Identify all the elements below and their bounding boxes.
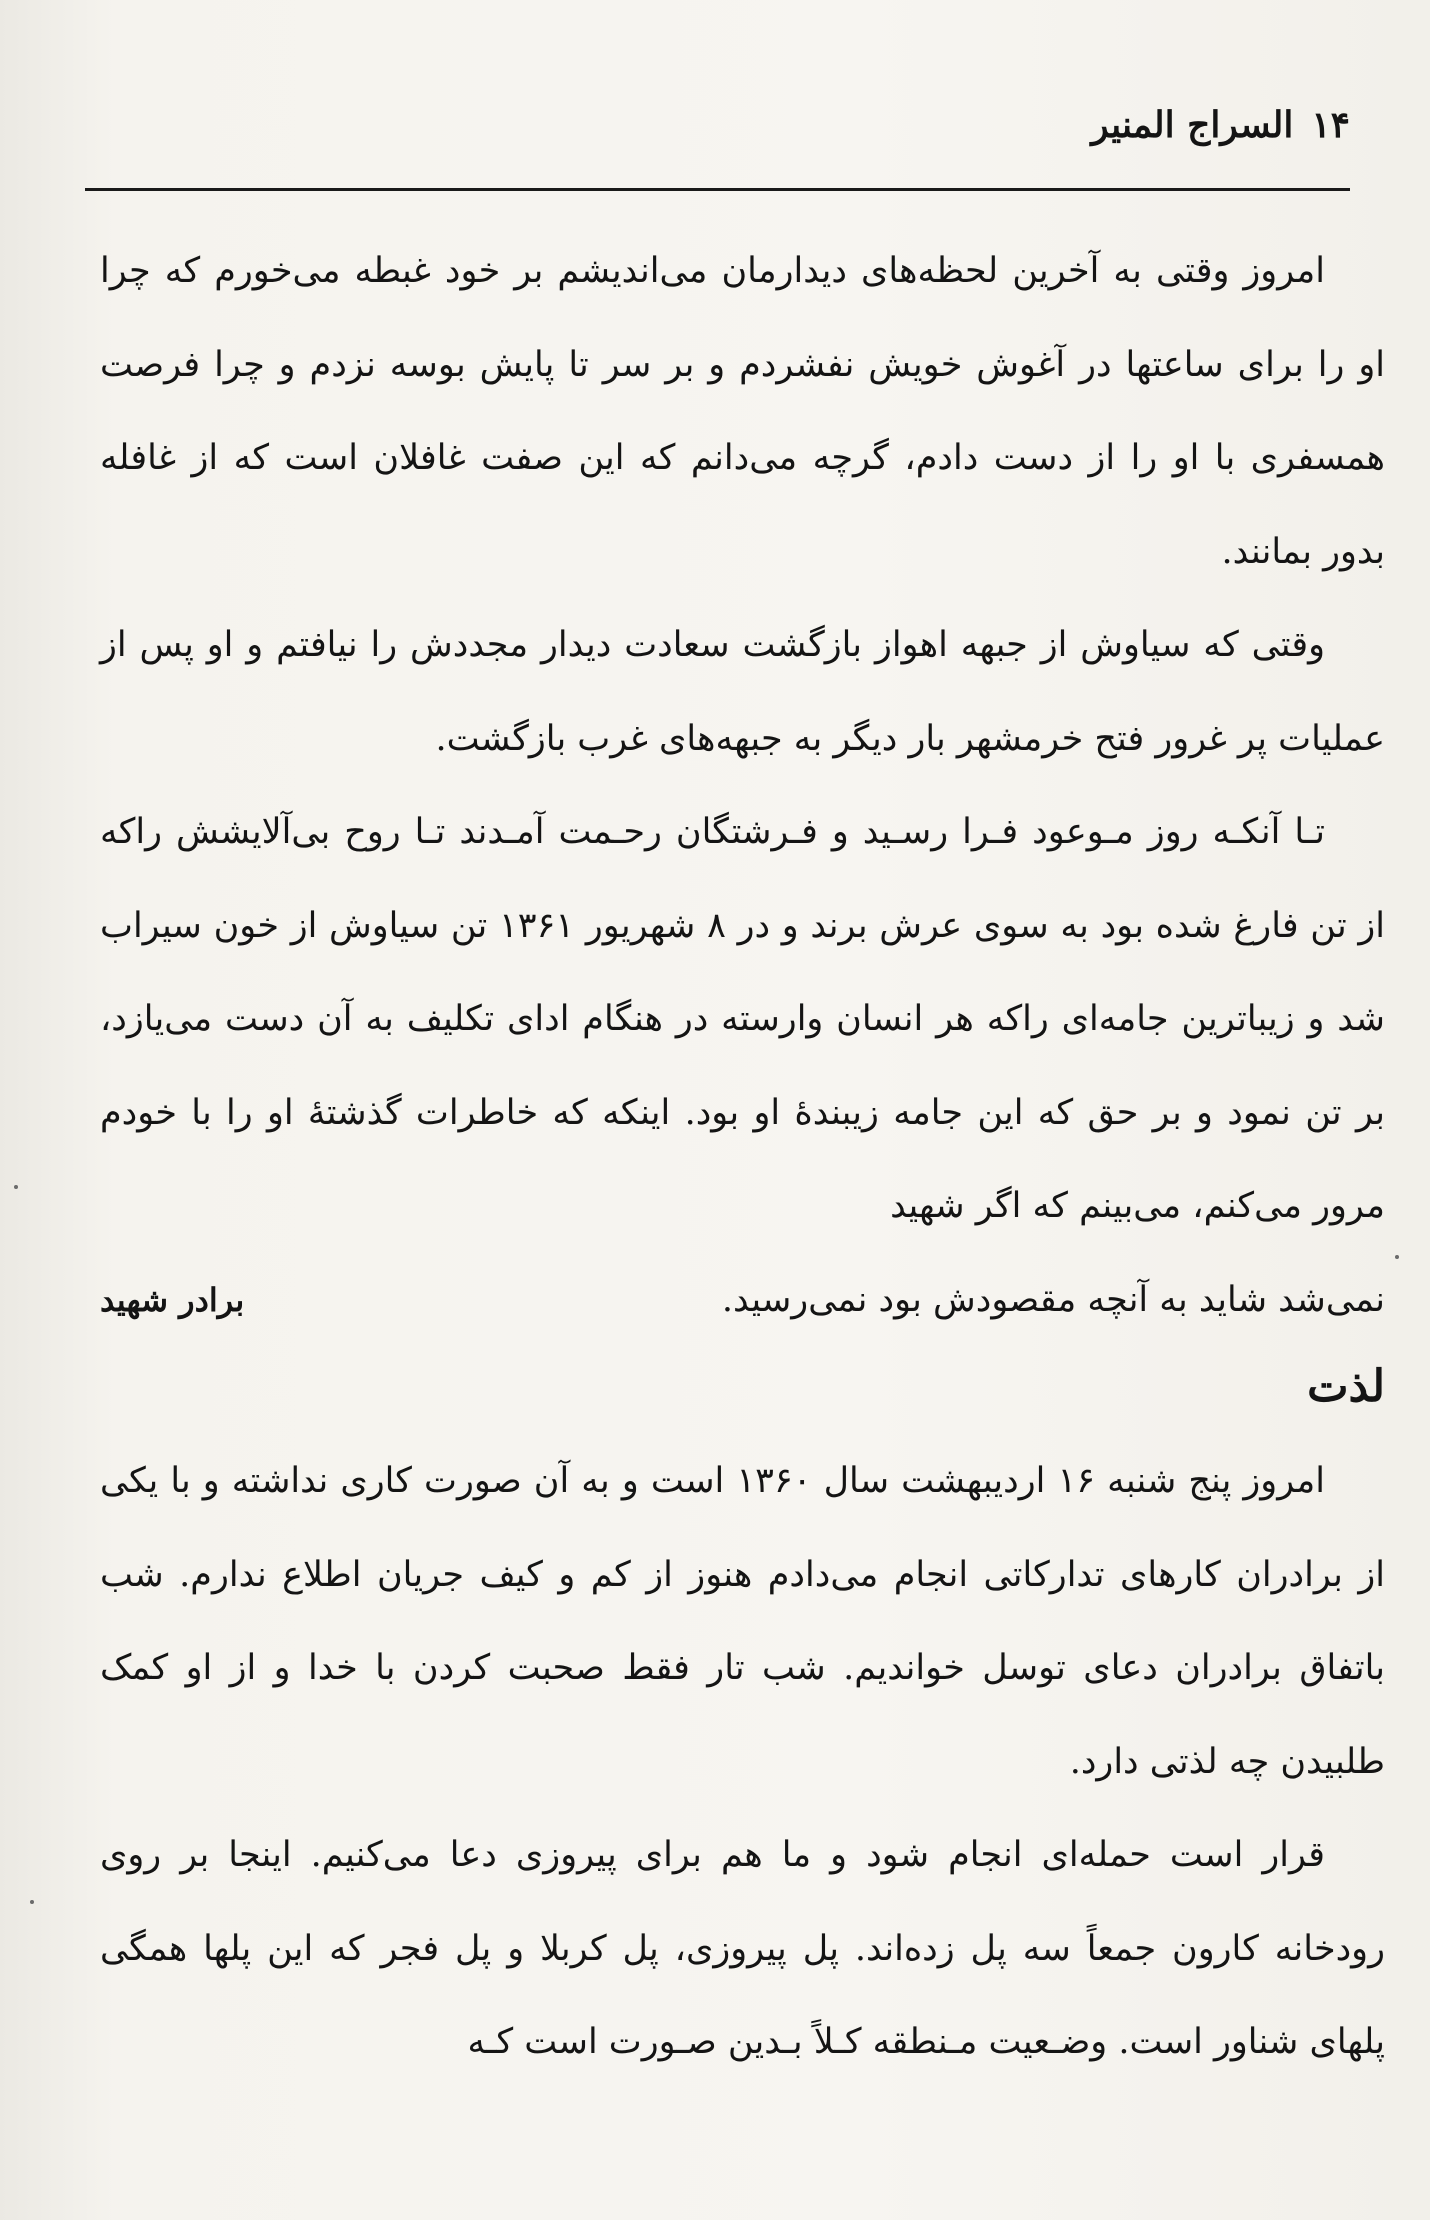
section-paragraph-1: امروز پنج شنبه ۱۶ اردیبهشت سال ۱۳۶۰ است و به آن صورت کاری نداشته و با یکی از برادران کارهای تدارکاتی انجام می‌دادم هنوز از کم و کیف جریان اطلاع ندارم. شب باتفاق برادران دعای توسل خواندیم. شب تار فقط صحبت کردن با خدا و از او کمک طلبیدن چه لذتی دارد. — [100, 1461, 1385, 1782]
running-title: السراج المنیر — [1091, 104, 1294, 146]
margin-speck — [1395, 1255, 1399, 1259]
header-rule — [85, 188, 1350, 191]
margin-speck — [14, 1185, 18, 1189]
section-title: لذت — [1307, 1361, 1385, 1412]
paragraph-3: تـا آنکـه روز مـوعود فـرا رسـيد و فـرشتگان رحـمت آمـدند تـا روح بی‌آلایشش راکه از تن فارغ شده بود به سوی عرش برند و در ۸ شهریور ۱۳۶۱ تن سیاوش از خون سیراب شد و زیباترین جامه‌ای راکه هر انسان وارسته در هنگام ادای تکلیف به آن دست می‌یازد، بر تن نمود و بر حق که این جامه زیبندهٔ او بود. اینکه که خاطرات گذشتهٔ او را با خودم مرور می‌کنم، می‌بینم که اگر شهید — [100, 812, 1386, 1226]
page-header — [650, 95, 1350, 155]
body-text — [100, 225, 1385, 2090]
paragraph-1: امروز وقتی به آخرین لحظه‌های دیدارمان می‌اندیشم بر خود غبطه می‌خورم که چرا او را برای ساعتها در آغوش خویش نفشردم و بر سر تا پایش بوسه نزدم و چرا فرصت همسفری با او را از دست دادم، گرچه می‌دانم که این صفت غافلان است که از غافله بدور بمانند. — [100, 251, 1385, 572]
section-paragraph-2: قرار است حمله‌ای انجام شود و ما هم برای پیروزی دعا می‌کنیم. اینجا بر روی رودخانه کارون جمعاً سه پل زده‌اند. پل پیروزی، پل کربلا و پل فجر که این پلها همگی پلهای شناور است. وضـعیت مـنطقه کـلاً بـدین صـورت است کـه — [100, 1835, 1385, 2062]
margin-speck — [30, 1900, 34, 1904]
paragraph-2: وقتی که سیاوش از جبهه اهواز بازگشت سعادت دیدار مجددش را نیافتم و او پس از عملیات پر غرور فتح خرمشهر بار دیگر به جبهه‌های غرب بازگشت. — [100, 625, 1385, 759]
page-number: ۱۴ — [1311, 104, 1350, 146]
section-body — [100, 1435, 1385, 2090]
closing-sentence: نمی‌شد شاید به آنچه مقصودش بود نمی‌رسید. — [721, 1279, 1385, 1320]
closing-line — [100, 1254, 1385, 1348]
signature: برادر شهید — [100, 1280, 245, 1319]
